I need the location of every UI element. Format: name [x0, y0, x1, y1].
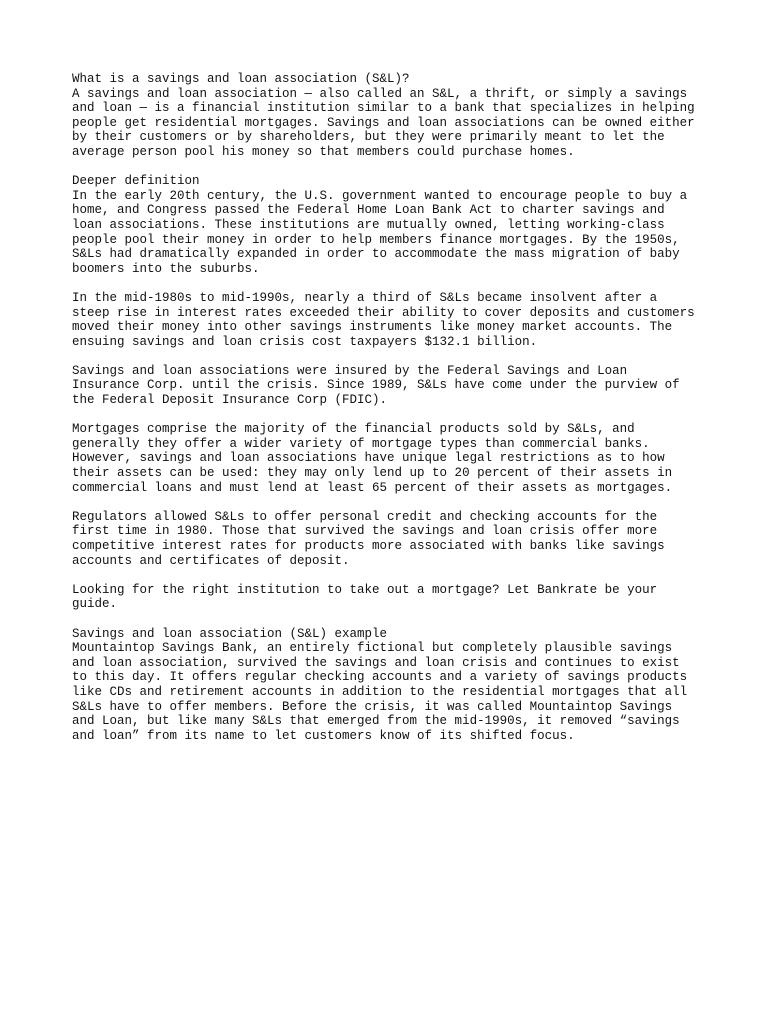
text-line: moved their money into other savings instruments like money market accounts. The: [72, 320, 673, 335]
paragraph: [72, 291, 712, 349]
paragraph: [72, 422, 712, 495]
text-line: Savings and loan associations were insured by the Federal Savings and Loan: [72, 363, 628, 378]
text-line: boomers into the suburbs.: [72, 261, 260, 276]
text-line: Looking for the right institution to take out a mortgage? Let Bankrate be your: [72, 582, 658, 597]
text-line: generally they offer a wider variety of mortgage types than commercial banks.: [72, 436, 650, 451]
text-line: steep rise in interest rates exceeded their ability to cover deposits and customers: [72, 305, 695, 320]
text-line: Insurance Corp. until the crisis. Since 1989, S&Ls have come under the purview of: [72, 378, 680, 393]
text-line: first time in 1980. Those that survived the savings and loan crisis offer more: [72, 524, 658, 539]
text-line: Regulators allowed S&Ls to offer personal credit and checking accounts for the: [72, 509, 658, 524]
text-line: the Federal Deposit Insurance Corp (FDIC).: [72, 393, 388, 408]
text-line: S&Ls had dramatically expanded in order to accommodate the mass migration of baby: [72, 247, 680, 262]
text-line: like CDs and retirement accounts in addition to the residential mortgages that all: [72, 684, 688, 699]
text-line: and loan association, survived the savings and loan crisis and continues to exist: [72, 655, 680, 670]
text-line: people get residential mortgages. Savings and loan associations can be owned either: [72, 115, 695, 130]
text-line: and loan — is a financial institution similar to a bank that specializes in helping: [72, 101, 695, 116]
paragraph: [72, 510, 712, 568]
text-line: ensuing savings and loan crisis cost taxpayers $132.1 billion.: [72, 334, 538, 349]
text-line: What is a savings and loan association (S&L)?: [72, 72, 410, 86]
text-line: However, savings and loan associations have unique legal restrictions as to how: [72, 451, 665, 466]
text-line: Deeper definition: [72, 174, 200, 189]
text-line: average person pool his money so that members could purchase homes.: [72, 144, 575, 159]
text-line: their assets can be used: they may only lend up to 20 percent of their assets in: [72, 466, 673, 481]
text-line: loan associations. These institutions are mutually owned, letting working-class: [72, 217, 665, 232]
text-line: by their customers or by shareholders, but they were primarily meant to let the: [72, 130, 665, 145]
text-line: and loan” from its name to let customers know of its shifted focus.: [72, 728, 575, 743]
text-line: competitive interest rates for products more associated with banks like savings: [72, 539, 665, 553]
paragraph: [72, 364, 712, 408]
text-line: Savings and loan association (S&L) example: [72, 626, 388, 641]
text-line: commercial loans and must lend at least 65 percent of their assets as mortgages.: [72, 480, 673, 495]
text-line: accounts and certificates of deposit.: [72, 553, 350, 568]
text-line: A savings and loan association — also called an S&L, a thrift, or simply a savings: [72, 86, 688, 101]
paragraph: [72, 72, 712, 160]
text-line: and Loan, but like many S&Ls that emerged from the mid-1990s, it removed “savings: [72, 714, 680, 729]
paragraph: [72, 627, 712, 744]
text-line: S&Ls have to offer members. Before the crisis, it was called Mountaintop Savings: [72, 699, 673, 714]
text-line: to this day. It offers regular checking accounts and a variety of savings products: [72, 670, 688, 685]
document-body: [72, 72, 712, 758]
text-line: Mortgages comprise the majority of the financial products sold by S&Ls, and: [72, 422, 635, 437]
text-line: In the mid-1980s to mid-1990s, nearly a third of S&Ls became insolvent after a: [72, 290, 658, 305]
paragraph: [72, 174, 712, 276]
text-line: guide.: [72, 597, 118, 612]
text-line: people pool their money in order to help members finance mortgages. By the 1950s,: [72, 232, 680, 247]
text-line: In the early 20th century, the U.S. government wanted to encourage people to buy a: [72, 188, 688, 203]
text-line: Mountaintop Savings Bank, an entirely fictional but completely plausible savings: [72, 641, 673, 656]
text-line: home, and Congress passed the Federal Home Loan Bank Act to charter savings and: [72, 203, 665, 218]
paragraph: [72, 583, 712, 612]
